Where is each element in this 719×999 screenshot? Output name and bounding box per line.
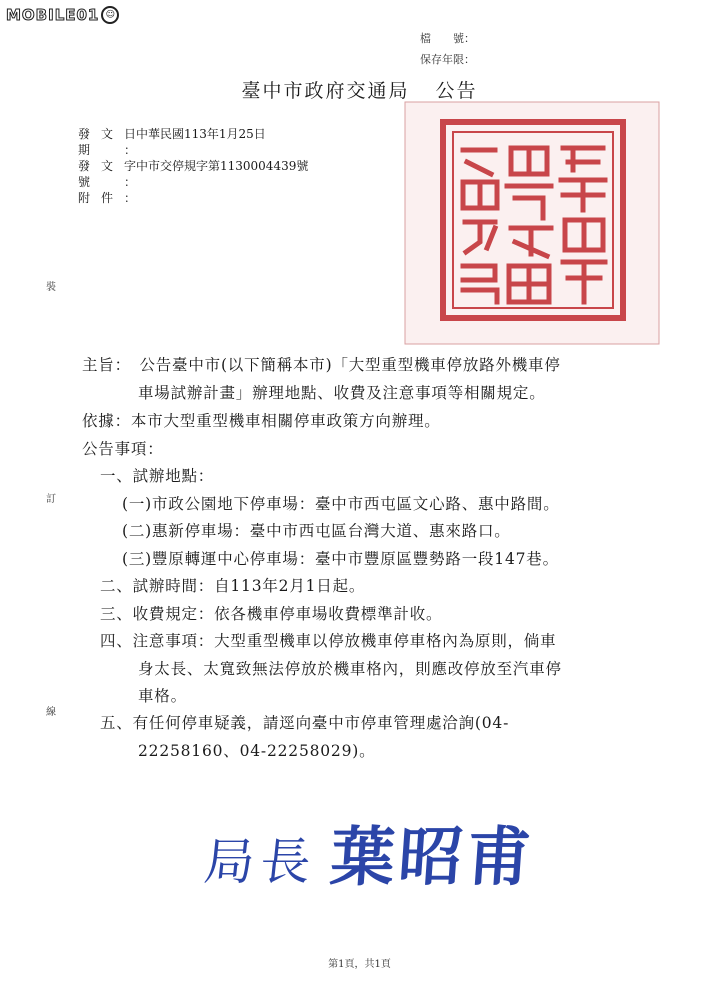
doc-type: 公告 bbox=[435, 80, 478, 102]
item-2: 二、試辦時間：自113年2月1日起。 bbox=[100, 577, 366, 595]
reference-label: 發文字號： bbox=[78, 159, 136, 189]
archive-retention: 保存年限： bbox=[420, 53, 475, 66]
archive-meta bbox=[420, 28, 475, 70]
agency-name: 臺中市政府交通局 bbox=[241, 80, 410, 102]
binding-mark-2: 訂 bbox=[46, 494, 56, 505]
official-seal bbox=[403, 100, 661, 346]
items-header: 公告事項： bbox=[82, 440, 164, 458]
item-1-1: (一)市政公園地下停車場：臺中市西屯區文心路、惠中路間。 bbox=[122, 495, 560, 513]
signature-title: 局長 bbox=[201, 833, 320, 891]
item-4-line-1: 四、注意事項：大型重型機車以停放機車停車格內為原則，倘車 bbox=[100, 632, 557, 650]
item-5-line-1: 五、有任何停車疑義，請逕向臺中市停車管理處洽詢(04- bbox=[100, 714, 510, 732]
attachment bbox=[78, 190, 308, 206]
issue-date-value: 中華民國113年1月25日 bbox=[136, 127, 266, 141]
item-4-line-2: 身太長、太寬致無法停放於機車格內，則應改停放至汽車停 bbox=[138, 660, 562, 678]
item-1: 一、試辦地點： bbox=[100, 467, 215, 485]
item-5-line-2: 22258160、04-22258029)。 bbox=[138, 742, 376, 760]
smiley-icon: ☺ bbox=[101, 6, 119, 24]
binding-mark-3: 線 bbox=[46, 707, 56, 718]
item-4-line-3: 車格。 bbox=[138, 687, 187, 705]
signature-name: 葉昭甫 bbox=[327, 820, 538, 895]
subject-line-1: 主旨： 公告臺中市(以下簡稱本市)「大型重型機車停放路外機車停 bbox=[82, 356, 561, 374]
binding-mark-1: 裝 bbox=[46, 282, 56, 293]
watermark-logo bbox=[6, 6, 119, 24]
page-title bbox=[0, 76, 719, 103]
document-meta bbox=[78, 126, 308, 206]
archive-number: 檔 號： bbox=[420, 32, 475, 45]
reference-value: 中市交停規字第1130004439號 bbox=[136, 159, 309, 173]
issue-date bbox=[78, 126, 308, 158]
subject-line-2: 車場試辦計畫」辦理地點、收費及注意事項等相關規定。 bbox=[138, 384, 546, 402]
item-3: 三、收費規定：依各機車停車場收費標準計收。 bbox=[100, 605, 443, 623]
item-1-3: (三)豐原轉運中心停車場：臺中市豐原區豐勢路一段147巷。 bbox=[122, 550, 559, 568]
attachment-label: 附件： bbox=[78, 191, 136, 205]
director-signature bbox=[201, 806, 538, 898]
issue-date-label: 發文日期： bbox=[78, 127, 136, 157]
page-number: 第1頁，共1頁 bbox=[328, 959, 391, 970]
watermark-text: MOBILE01 bbox=[6, 6, 100, 24]
basis-line: 依據：本市大型重型機車相關停車政策方向辦理。 bbox=[82, 412, 441, 430]
reference-number bbox=[78, 158, 308, 190]
item-1-2: (二)惠新停車場：臺中市西屯區台灣大道、惠來路口。 bbox=[122, 522, 511, 540]
